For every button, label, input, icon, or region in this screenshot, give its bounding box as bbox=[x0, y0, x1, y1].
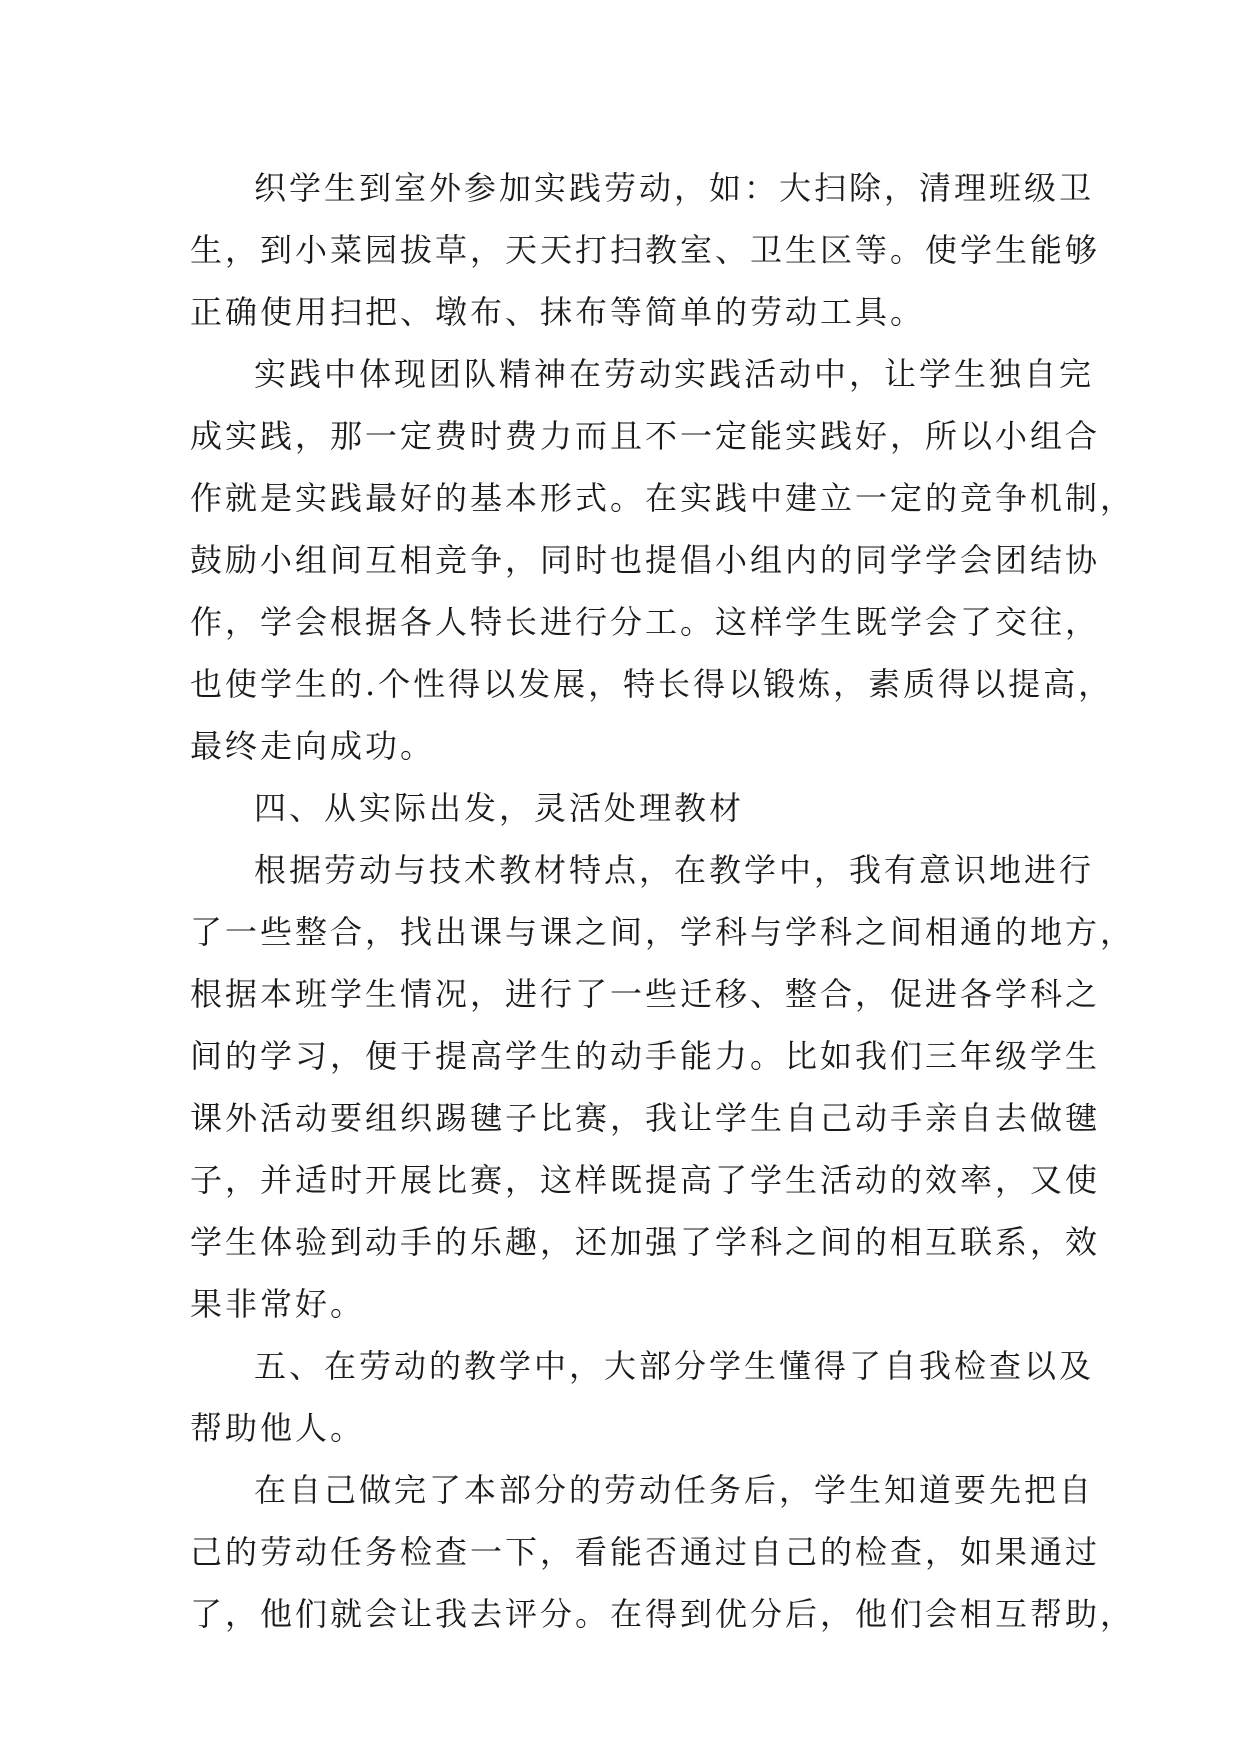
section-heading: 帮助他人。 bbox=[190, 1409, 366, 1447]
section-heading: 五、在劳动的教学中，大部分学生懂得了自我检查以及 bbox=[254, 1347, 1095, 1385]
text-line: 作就是实践最好的基本形式。在实践中建立一定的竞争机制， bbox=[190, 479, 1136, 517]
text-line: 己的劳动任务检查一下，看能否通过自己的检查，如果通过 bbox=[190, 1533, 1101, 1571]
text-line: 实践中体现团队精神在劳动实践活动中，让学生独自完 bbox=[254, 355, 1095, 393]
text-line: 生，到小菜园拔草，天天打扫教室、卫生区等。使学生能够 bbox=[190, 231, 1101, 269]
document-body bbox=[190, 157, 1136, 1645]
text-line: 根据劳动与技术教材特点，在教学中，我有意识地进行 bbox=[254, 851, 1095, 889]
text-line: 鼓励小组间互相竞争，同时也提倡小组内的同学学会团结协 bbox=[190, 541, 1101, 579]
text-line: 也使学生的.个性得以发展，特长得以锻炼，素质得以提高， bbox=[190, 665, 1114, 703]
text-line: 正确使用扫把、墩布、抹布等简单的劳动工具。 bbox=[190, 293, 926, 331]
text-line: 果非常好。 bbox=[190, 1285, 366, 1323]
text-line: 作，学会根据各人特长进行分工。这样学生既学会了交往， bbox=[190, 603, 1101, 641]
text-line: 课外活动要组织踢毽子比赛，我让学生自己动手亲自去做毽 bbox=[190, 1099, 1101, 1137]
text-line: 成实践，那一定费时费力而且不一定能实践好，所以小组合 bbox=[190, 417, 1101, 455]
text-line: 在自己做完了本部分的劳动任务后，学生知道要先把自 bbox=[254, 1471, 1095, 1509]
text-line: 了一些整合，找出课与课之间，学科与学科之间相通的地方， bbox=[190, 913, 1136, 951]
text-line: 子，并适时开展比赛，这样既提高了学生活动的效率，又使 bbox=[190, 1161, 1101, 1199]
text-line: 根据本班学生情况，进行了一些迁移、整合，促进各学科之 bbox=[190, 975, 1101, 1013]
text-line: 间的学习，便于提高学生的动手能力。比如我们三年级学生 bbox=[190, 1037, 1101, 1075]
text-line: 学生体验到动手的乐趣，还加强了学科之间的相互联系，效 bbox=[190, 1223, 1101, 1261]
text-line: 了，他们就会让我去评分。在得到优分后，他们会相互帮助， bbox=[190, 1595, 1136, 1633]
text-line: 织学生到室外参加实践劳动，如：大扫除，清理班级卫 bbox=[254, 169, 1095, 207]
section-heading: 四、从实际出发，灵活处理教材 bbox=[254, 789, 745, 827]
text-line: 最终走向成功。 bbox=[190, 727, 436, 765]
